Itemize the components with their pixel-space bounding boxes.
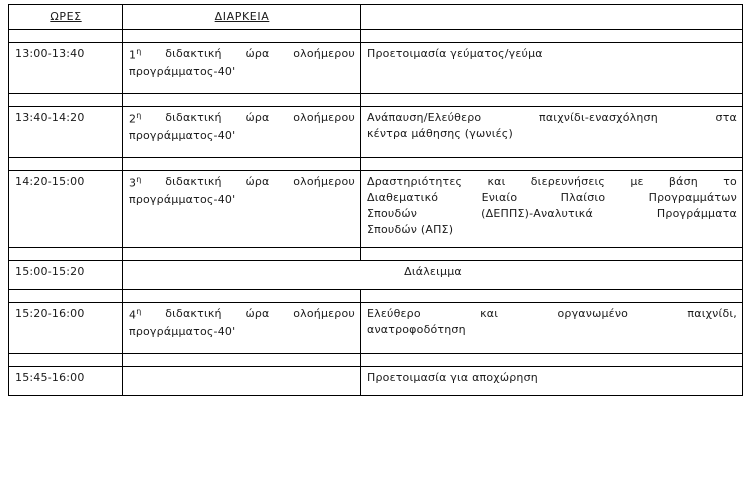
row-hours xyxy=(9,42,123,93)
description-word-1: Ανάπαυση/Ελεύθερο xyxy=(367,110,482,124)
duration-line-2 xyxy=(129,192,355,208)
description-word-3: οργανωμένο xyxy=(557,306,629,320)
spacer-cell-description xyxy=(361,93,743,106)
description-word-9: Πλαίσιο xyxy=(560,190,606,204)
duration-line-2 xyxy=(129,64,355,80)
duration-ordinal-sup: η xyxy=(136,110,142,120)
row-description xyxy=(361,42,743,93)
duration-word-ora: ώρα xyxy=(245,174,270,188)
description-word-10: Προγραμμάτων xyxy=(648,190,737,204)
table-row-break xyxy=(9,260,743,289)
description-line-1 xyxy=(367,306,737,322)
row-hours-text: 15:20-16:00 xyxy=(15,306,85,320)
duration-ordinal-number: 2 xyxy=(129,112,137,126)
row-description xyxy=(361,106,743,157)
description-word-2: και xyxy=(480,306,499,320)
spacer-cell-hours xyxy=(9,93,123,106)
duration-word-ora: ώρα xyxy=(245,46,270,60)
duration-ordinal-number: 4 xyxy=(129,308,137,322)
row-duration xyxy=(123,170,361,247)
spacer-cell-description xyxy=(361,29,743,42)
description-line-2: κέντρα μάθησης (γωνιές) xyxy=(367,126,513,140)
duration-word-ora: ώρα xyxy=(245,110,270,124)
spacer-cell-duration xyxy=(123,247,361,260)
duration-ordinal xyxy=(129,110,141,128)
duration-word-oloimerou: ολοήμερου xyxy=(293,174,355,188)
row-hours xyxy=(9,106,123,157)
spacer-cell-hours xyxy=(9,289,123,302)
duration-word-didaktiki: διδακτική xyxy=(165,174,222,188)
duration-ordinal-sup: η xyxy=(136,174,142,184)
row-duration xyxy=(123,42,361,93)
description-word-3: στα xyxy=(715,110,737,124)
duration-ordinal-number: 1 xyxy=(129,48,137,62)
description-word-7: Διαθεματικό xyxy=(367,190,439,204)
duration-ordinal xyxy=(129,306,141,324)
description-word-5: βάση xyxy=(668,174,698,188)
duration-line-2-text: προγράμματος-40' xyxy=(129,192,236,206)
duration-line-1 xyxy=(129,110,355,128)
description-word-2: παιχνίδι-ενασχόληση xyxy=(539,110,658,124)
duration-ordinal-sup: η xyxy=(136,306,142,316)
duration-ordinal-number: 3 xyxy=(129,176,137,190)
row-description xyxy=(361,170,743,247)
duration-line-1 xyxy=(129,306,355,324)
spacer-cell-duration xyxy=(123,93,361,106)
spacer-cell-description xyxy=(361,353,743,366)
spacer-cell-hours xyxy=(9,29,123,42)
duration-word-oloimerou: ολοήμερου xyxy=(293,110,355,124)
row-hours-text: 13:40-14:20 xyxy=(15,110,85,124)
description-word-8: Ενιαίο xyxy=(481,190,518,204)
description-line-2: ανατροφοδότηση xyxy=(367,322,466,336)
duration-word-oloimerou: ολοήμερου xyxy=(293,306,355,320)
spacer-cell-duration xyxy=(123,157,361,170)
duration-ordinal-sup: η xyxy=(136,46,142,56)
spacer-row xyxy=(9,157,743,170)
table-header-row xyxy=(9,5,743,30)
description-line-1: Προετοιμασία για αποχώρηση xyxy=(367,370,538,384)
description-line-1 xyxy=(367,110,737,126)
break-label-text: Διάλειμμα xyxy=(404,264,462,278)
description-line-1: Προετοιμασία γεύματος/γεύμα xyxy=(367,46,543,60)
row-break-label xyxy=(123,260,743,289)
row-description xyxy=(361,366,743,395)
description-line-4: Σπουδών (ΑΠΣ) xyxy=(367,222,454,236)
description-word-3: διερευνήσεις xyxy=(530,174,606,188)
description-word-6: το xyxy=(723,174,737,188)
row-duration xyxy=(123,302,361,353)
description-word-4: με xyxy=(630,174,644,188)
spacer-cell-hours xyxy=(9,353,123,366)
header-hours-label: ΩΡΕΣ xyxy=(50,10,82,23)
spacer-cell-hours xyxy=(9,157,123,170)
schedule-table xyxy=(8,4,743,396)
header-hours xyxy=(9,5,123,30)
row-hours-text: 15:45-16:00 xyxy=(15,370,85,384)
spacer-row xyxy=(9,247,743,260)
duration-word-didaktiki: διδακτική xyxy=(165,110,222,124)
description-word-1: Ελεύθερο xyxy=(367,306,421,320)
description-word-12: (ΔΕΠΠΣ)-Αναλυτικά xyxy=(481,206,593,220)
description-line-2 xyxy=(367,190,737,206)
spacer-row xyxy=(9,29,743,42)
duration-line-2 xyxy=(129,128,355,144)
row-hours-text: 13:00-13:40 xyxy=(15,46,85,60)
spacer-row xyxy=(9,93,743,106)
row-description xyxy=(361,302,743,353)
row-hours-text: 15:00-15:20 xyxy=(15,264,85,278)
row-hours xyxy=(9,366,123,395)
row-hours xyxy=(9,170,123,247)
header-duration xyxy=(123,5,361,30)
duration-ordinal xyxy=(129,46,141,64)
duration-line-2-text: προγράμματος-40' xyxy=(129,128,236,142)
table-row xyxy=(9,106,743,157)
spacer-cell-description xyxy=(361,289,743,302)
spacer-cell-description xyxy=(361,157,743,170)
row-hours xyxy=(9,260,123,289)
duration-line-2-text: προγράμματος-40' xyxy=(129,64,236,78)
table-row xyxy=(9,42,743,93)
row-hours-text: 14:20-15:00 xyxy=(15,174,85,188)
description-line-1 xyxy=(367,174,737,190)
duration-word-didaktiki: διδακτική xyxy=(165,306,222,320)
spacer-cell-hours xyxy=(9,247,123,260)
spacer-cell-description xyxy=(361,247,743,260)
header-duration-label: ΔΙΑΡΚΕΙΑ xyxy=(214,10,270,23)
spacer-row xyxy=(9,353,743,366)
duration-line-1 xyxy=(129,46,355,64)
description-word-13: Προγράμματα xyxy=(656,206,737,220)
spacer-cell-duration xyxy=(123,29,361,42)
spacer-cell-duration xyxy=(123,289,361,302)
spacer-cell-duration xyxy=(123,353,361,366)
row-duration xyxy=(123,106,361,157)
description-word-11: Σπουδών xyxy=(367,206,418,220)
row-hours xyxy=(9,302,123,353)
duration-line-1 xyxy=(129,174,355,192)
spacer-row xyxy=(9,289,743,302)
description-word-2: και xyxy=(487,174,506,188)
duration-line-2 xyxy=(129,324,355,340)
duration-word-ora: ώρα xyxy=(245,306,270,320)
description-word-1: Δραστηριότητες xyxy=(367,174,463,188)
duration-line-2-text: προγράμματος-40' xyxy=(129,324,236,338)
row-duration xyxy=(123,366,361,395)
duration-word-oloimerou: ολοήμερου xyxy=(293,46,355,60)
duration-ordinal xyxy=(129,174,141,192)
duration-word-didaktiki: διδακτική xyxy=(165,46,222,60)
description-line-3 xyxy=(367,206,737,222)
header-description xyxy=(361,5,743,30)
table-row xyxy=(9,170,743,247)
description-word-4: παιχνίδι, xyxy=(687,306,737,320)
table-row xyxy=(9,302,743,353)
table-row xyxy=(9,366,743,395)
